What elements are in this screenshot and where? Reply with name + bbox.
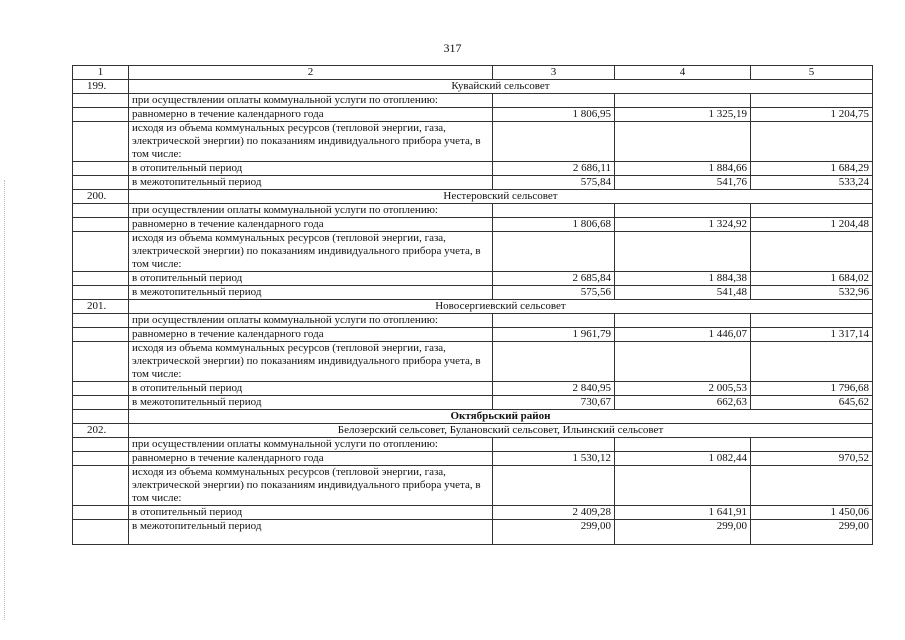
group-row	[73, 300, 873, 314]
value-col-5: 1 796,68	[751, 382, 873, 396]
row-label: при осуществлении оплаты коммунальной услуги по отоплению:	[129, 204, 493, 218]
value-col-5	[751, 122, 873, 162]
value-col-4	[615, 94, 751, 108]
empty-cell	[73, 162, 129, 176]
value-col-3	[493, 438, 615, 452]
table-row	[73, 314, 873, 328]
value-col-3: 299,00	[493, 520, 615, 545]
row-label: в отопительный период	[129, 382, 493, 396]
column-header: 2	[129, 66, 493, 80]
empty-cell	[73, 328, 129, 342]
value-col-3	[493, 342, 615, 382]
row-label: равномерно в течение календарного года	[129, 108, 493, 122]
table-row	[73, 328, 873, 342]
tariff-table	[72, 65, 873, 545]
table-row	[73, 218, 873, 232]
value-col-3: 1 961,79	[493, 328, 615, 342]
table-row	[73, 108, 873, 122]
value-col-4	[615, 204, 751, 218]
tariff-table-body	[73, 66, 873, 545]
value-col-4: 1 641,91	[615, 506, 751, 520]
row-label: в межотопительный период	[129, 286, 493, 300]
value-col-4: 1 325,19	[615, 108, 751, 122]
value-col-5: 1 317,14	[751, 328, 873, 342]
table-row	[73, 286, 873, 300]
table-row	[73, 176, 873, 190]
value-col-3	[493, 314, 615, 328]
value-col-5	[751, 94, 873, 108]
column-header: 4	[615, 66, 751, 80]
empty-cell	[73, 382, 129, 396]
value-col-5	[751, 232, 873, 272]
empty-cell	[73, 122, 129, 162]
row-label: равномерно в течение календарного года	[129, 328, 493, 342]
value-col-5: 1 684,02	[751, 272, 873, 286]
value-col-5: 533,24	[751, 176, 873, 190]
group-row	[73, 190, 873, 204]
row-number: 200.	[73, 190, 129, 204]
value-col-3	[493, 122, 615, 162]
row-label: исходя из объема коммунальных ресурсов (тепловой энергии, газа, электрической энергии) по показаниям индивидуального прибора учета, в том числе:	[129, 466, 493, 506]
value-col-4	[615, 232, 751, 272]
row-label: равномерно в течение календарного года	[129, 218, 493, 232]
table-row	[73, 204, 873, 218]
empty-cell	[73, 218, 129, 232]
row-label: в отопительный период	[129, 272, 493, 286]
value-col-4: 1 884,38	[615, 272, 751, 286]
margin-marks	[4, 180, 6, 620]
value-col-3	[493, 232, 615, 272]
value-col-5: 1 450,06	[751, 506, 873, 520]
table-row	[73, 342, 873, 382]
value-col-5	[751, 438, 873, 452]
value-col-5: 299,00	[751, 520, 873, 545]
value-col-4: 2 005,53	[615, 382, 751, 396]
value-col-5	[751, 342, 873, 382]
value-col-5: 532,96	[751, 286, 873, 300]
row-label: исходя из объема коммунальных ресурсов (тепловой энергии, газа, электрической энергии) по показаниям индивидуального прибора учета, в том числе:	[129, 342, 493, 382]
value-col-4	[615, 438, 751, 452]
empty-cell	[73, 272, 129, 286]
table-row	[73, 520, 873, 545]
column-header: 5	[751, 66, 873, 80]
empty-cell	[73, 438, 129, 452]
row-label: равномерно в течение календарного года	[129, 452, 493, 466]
row-label: в межотопительный период	[129, 176, 493, 190]
value-col-5: 1 684,29	[751, 162, 873, 176]
empty-cell	[73, 396, 129, 410]
table-row	[73, 94, 873, 108]
settlement-name: Белозерский сельсовет, Булановский сельсовет, Ильинский сельсовет	[129, 424, 873, 438]
empty-cell	[73, 176, 129, 190]
value-col-4: 541,48	[615, 286, 751, 300]
value-col-3: 575,84	[493, 176, 615, 190]
settlement-name: Нестеровский сельсовет	[129, 190, 873, 204]
empty-cell	[73, 94, 129, 108]
table-row	[73, 438, 873, 452]
row-number: 201.	[73, 300, 129, 314]
value-col-5: 645,62	[751, 396, 873, 410]
row-label: исходя из объема коммунальных ресурсов (тепловой энергии, газа, электрической энергии) по показаниям индивидуального прибора учета, в том числе:	[129, 232, 493, 272]
table-row	[73, 382, 873, 396]
empty-cell	[73, 452, 129, 466]
row-label: в отопительный период	[129, 506, 493, 520]
value-col-3: 1 806,68	[493, 218, 615, 232]
value-col-5: 1 204,75	[751, 108, 873, 122]
value-col-4: 541,76	[615, 176, 751, 190]
row-number: 202.	[73, 424, 129, 438]
empty-cell	[73, 314, 129, 328]
group-row	[73, 424, 873, 438]
value-col-4: 1 324,92	[615, 218, 751, 232]
value-col-4: 662,63	[615, 396, 751, 410]
value-col-3: 2 686,11	[493, 162, 615, 176]
value-col-4	[615, 466, 751, 506]
settlement-name: Кувайский сельсовет	[129, 80, 873, 94]
row-label: в межотопительный период	[129, 396, 493, 410]
empty-cell	[73, 286, 129, 300]
row-label: при осуществлении оплаты коммунальной услуги по отоплению:	[129, 438, 493, 452]
empty-cell	[73, 108, 129, 122]
value-col-3	[493, 204, 615, 218]
column-header: 1	[73, 66, 129, 80]
empty-cell	[73, 232, 129, 272]
table-row	[73, 162, 873, 176]
value-col-3: 1 530,12	[493, 452, 615, 466]
value-col-4	[615, 122, 751, 162]
value-col-4: 299,00	[615, 520, 751, 545]
value-col-3: 2 685,84	[493, 272, 615, 286]
value-col-5: 1 204,48	[751, 218, 873, 232]
value-col-5	[751, 466, 873, 506]
value-col-4	[615, 314, 751, 328]
table-row	[73, 232, 873, 272]
column-header: 3	[493, 66, 615, 80]
district-row	[73, 410, 873, 424]
table-row	[73, 396, 873, 410]
row-label: при осуществлении оплаты коммунальной услуги по отоплению:	[129, 314, 493, 328]
table-row	[73, 122, 873, 162]
empty-cell	[73, 342, 129, 382]
table-row	[73, 466, 873, 506]
settlement-name: Новосергиевский сельсовет	[129, 300, 873, 314]
row-label: в отопительный период	[129, 162, 493, 176]
value-col-3	[493, 466, 615, 506]
value-col-5	[751, 204, 873, 218]
empty-cell	[73, 506, 129, 520]
value-col-3: 1 806,95	[493, 108, 615, 122]
page-number: 317	[443, 41, 462, 55]
value-col-4: 1 446,07	[615, 328, 751, 342]
value-col-3: 730,67	[493, 396, 615, 410]
empty-cell	[73, 410, 129, 424]
district-name: Октябрьский район	[129, 410, 873, 424]
value-col-5	[751, 314, 873, 328]
group-row	[73, 80, 873, 94]
row-label: исходя из объема коммунальных ресурсов (тепловой энергии, газа, электрической энергии) по показаниям индивидуального прибора учета, в том числе:	[129, 122, 493, 162]
table-row	[73, 506, 873, 520]
value-col-4	[615, 342, 751, 382]
value-col-4: 1 082,44	[615, 452, 751, 466]
table-row	[73, 452, 873, 466]
empty-cell	[73, 466, 129, 506]
header-row	[73, 66, 873, 80]
empty-cell	[73, 204, 129, 218]
empty-cell	[73, 520, 129, 545]
row-number: 199.	[73, 80, 129, 94]
value-col-3: 575,56	[493, 286, 615, 300]
value-col-3: 2 840,95	[493, 382, 615, 396]
value-col-3	[493, 94, 615, 108]
table-row	[73, 272, 873, 286]
value-col-3: 2 409,28	[493, 506, 615, 520]
row-label: при осуществлении оплаты коммунальной услуги по отоплению:	[129, 94, 493, 108]
value-col-4: 1 884,66	[615, 162, 751, 176]
value-col-5: 970,52	[751, 452, 873, 466]
row-label: в межотопительный период	[129, 520, 493, 545]
